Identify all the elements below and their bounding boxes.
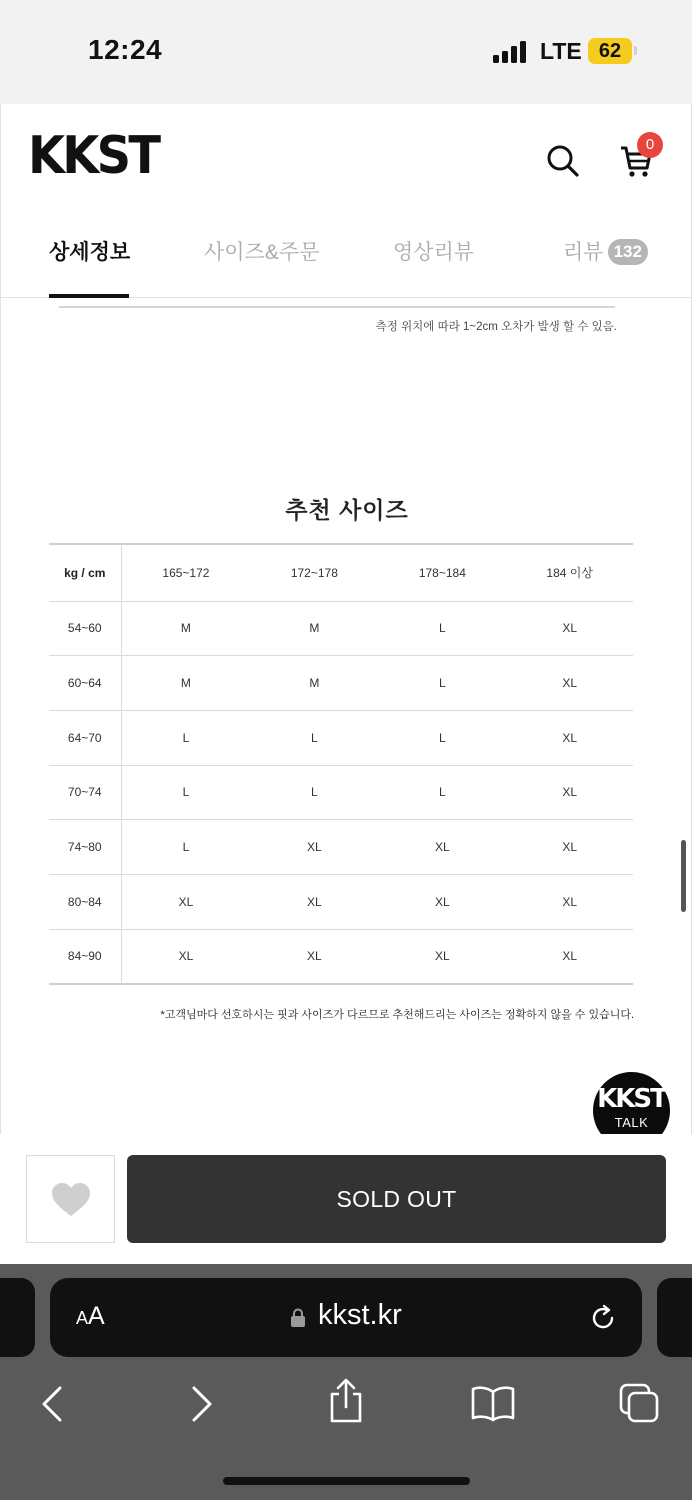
aa-small-label: A: [76, 1308, 89, 1328]
size-cell: L: [250, 765, 378, 820]
weight-cell: 70~74: [49, 765, 121, 820]
size-cell: XL: [506, 874, 633, 929]
next-tab-preview[interactable]: [657, 1278, 692, 1357]
address-bar[interactable]: [50, 1278, 642, 1357]
table-corner-label: kg / cm: [49, 544, 121, 601]
size-cell: XL: [378, 820, 506, 875]
tab-size-order[interactable]: 사이즈&주문: [204, 241, 320, 264]
size-cell: L: [378, 710, 506, 765]
height-header: 178~184: [378, 544, 506, 601]
wishlist-button[interactable]: [26, 1155, 115, 1243]
size-cell: XL: [506, 765, 633, 820]
reader-options-button[interactable]: [76, 1302, 105, 1331]
active-tab-indicator: [49, 294, 129, 298]
tab-detail[interactable]: 상세정보: [49, 241, 131, 264]
size-cell: XL: [506, 710, 633, 765]
reload-icon[interactable]: [590, 1304, 618, 1332]
size-cell: XL: [378, 874, 506, 929]
size-cell: L: [378, 656, 506, 711]
recommend-size-table: [49, 543, 633, 985]
height-header: 172~178: [250, 544, 378, 601]
scrollbar[interactable]: [681, 840, 686, 912]
size-cell: M: [121, 601, 250, 656]
back-icon[interactable]: [38, 1384, 66, 1424]
size-cell: M: [121, 656, 250, 711]
size-cell: XL: [250, 929, 378, 984]
forward-icon[interactable]: [188, 1384, 216, 1424]
weight-cell: 74~80: [49, 820, 121, 875]
table-row: [49, 656, 633, 711]
product-tabs: [1, 214, 692, 298]
size-cell: XL: [378, 929, 506, 984]
size-cell: XL: [250, 820, 378, 875]
size-cell: L: [121, 710, 250, 765]
size-cell: XL: [121, 874, 250, 929]
battery-icon: 62: [588, 38, 632, 64]
table-row: [49, 929, 633, 984]
size-cell: L: [121, 820, 250, 875]
cart-count-badge: 0: [637, 132, 663, 158]
table-row: [49, 601, 633, 656]
height-header: 184 이상: [506, 544, 633, 601]
weight-cell: 84~90: [49, 929, 121, 984]
size-cell: XL: [506, 820, 633, 875]
network-label: LTE: [540, 38, 582, 64]
web-page: [0, 104, 692, 1134]
lock-icon: [290, 1308, 306, 1328]
previous-tab-preview[interactable]: [0, 1278, 35, 1357]
size-cell: M: [250, 601, 378, 656]
aa-large-label: A: [88, 1302, 105, 1330]
table-row: [49, 874, 633, 929]
heart-icon: [51, 1182, 91, 1218]
kkst-talk-button[interactable]: [593, 1072, 670, 1134]
size-cell: XL: [121, 929, 250, 984]
weight-cell: 54~60: [49, 601, 121, 656]
divider: [59, 306, 615, 308]
review-count-badge: 132: [608, 239, 648, 265]
battery-tip: [634, 46, 637, 55]
browser-toolbar: [0, 1264, 692, 1500]
fit-disclaimer: *고객님마다 선호하시는 핏과 사이즈가 다르므로 추천해드리는 사이즈는 정확하지 않을 수 있습니다.: [160, 1009, 634, 1021]
table-row: [49, 820, 633, 875]
search-icon: [544, 142, 580, 178]
bookmarks-icon[interactable]: [470, 1384, 516, 1424]
home-indicator: [223, 1477, 470, 1485]
size-cell: L: [378, 601, 506, 656]
size-cell: L: [121, 765, 250, 820]
size-cell: XL: [506, 656, 633, 711]
sold-out-button[interactable]: SOLD OUT: [127, 1155, 666, 1243]
recommend-size-title: 추천 사이즈: [285, 497, 409, 523]
tab-review[interactable]: [563, 236, 648, 266]
url-text: kkst.kr: [318, 1299, 402, 1331]
clock: 12:24: [88, 34, 163, 65]
weight-cell: 64~70: [49, 710, 121, 765]
size-cell: M: [250, 656, 378, 711]
status-bar: [0, 0, 692, 104]
size-cell: L: [250, 710, 378, 765]
talk-logo: KKST: [597, 1084, 666, 1114]
table-row: [49, 765, 633, 820]
table-row: [49, 710, 633, 765]
weight-cell: 60~64: [49, 656, 121, 711]
search-button[interactable]: [544, 142, 580, 178]
size-cell: XL: [506, 601, 633, 656]
tab-video-review[interactable]: 영상리뷰: [393, 241, 475, 264]
purchase-bar: [0, 1134, 692, 1264]
weight-cell: 80~84: [49, 874, 121, 929]
size-cell: XL: [250, 874, 378, 929]
tab-review-label: 리뷰: [563, 241, 604, 264]
height-header: 165~172: [121, 544, 250, 601]
measure-note: 측정 위치에 따라 1~2cm 오차가 발생 할 수 있음.: [375, 321, 617, 333]
site-logo[interactable]: KKST: [28, 126, 159, 186]
size-cell: XL: [506, 929, 633, 984]
size-cell: L: [378, 765, 506, 820]
table-header-row: [49, 544, 633, 601]
signal-icon: [493, 41, 529, 63]
tabs-icon[interactable]: [618, 1382, 660, 1424]
share-icon[interactable]: [326, 1378, 366, 1424]
talk-label: TALK: [614, 1115, 649, 1130]
